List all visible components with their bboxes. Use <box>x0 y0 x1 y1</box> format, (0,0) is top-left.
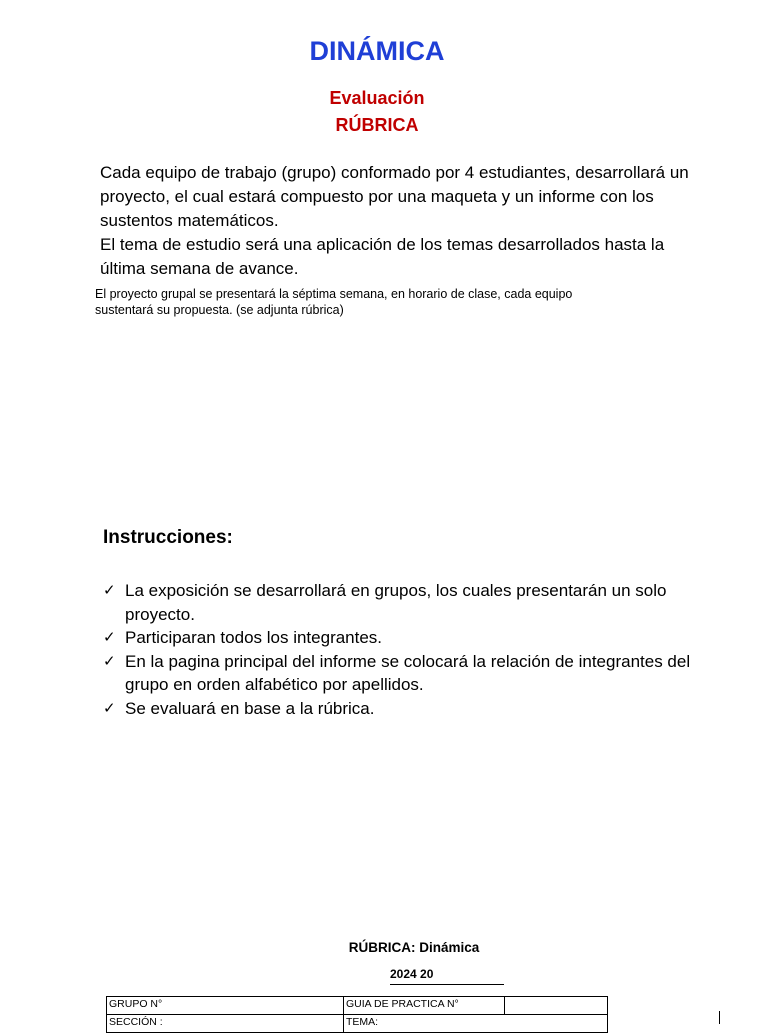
intro-text <box>100 161 700 281</box>
list-item <box>103 579 703 626</box>
check-mark-icon: ✓ <box>103 652 116 670</box>
list-item <box>103 626 703 650</box>
list-item <box>103 697 703 721</box>
table-row <box>107 997 608 1015</box>
list-item-text: La exposición se desarrollará en grupos, los cuales presentarán un solo proyecto. <box>125 581 667 624</box>
group-number-cell: GRUPO N° <box>107 997 344 1015</box>
period-value: 2024 20 <box>390 967 434 981</box>
intro-paragraph-1: Cada equipo de trabajo (grupo) conformado por 4 estudiantes, desarrollará un proyecto, el cual estará compuesto por una maqueta y un informe con los sustentos matemáticos. <box>100 163 689 230</box>
period-field <box>390 967 504 985</box>
evaluation-subtitle: Evaluación <box>329 88 425 108</box>
list-item-text: En la pagina principal del informe se colocará la relación de integrantes del grupo en orden alfabético por apellidos. <box>125 651 691 694</box>
check-mark-icon: ✓ <box>103 582 116 599</box>
group-info-table <box>106 996 608 1033</box>
section-cell: SECCIÓN : <box>107 1015 344 1033</box>
list-item <box>103 650 703 697</box>
divider <box>719 1011 720 1024</box>
topic-label: TEMA: <box>346 1016 379 1028</box>
page-title: DINÁMICA <box>309 36 445 66</box>
presentation-note: El proyecto grupal se presentará la séptima semana, en horario de clase, cada equipo sustentará su propuesta. (se adjunta rúbrica) <box>95 287 573 317</box>
practice-guide-cell: GUIA DE PRACTICA N° <box>344 997 505 1015</box>
empty-cell <box>505 997 608 1015</box>
rubric-subtitle: RÚBRICA <box>335 115 419 135</box>
instructions-list <box>103 579 703 720</box>
check-mark-icon: ✓ <box>103 629 116 646</box>
intro-paragraph-2: El tema de estudio será una aplicación de los temas desarrollados hasta la última semana de avance. <box>100 235 665 278</box>
rubric-title: RÚBRICA: Dinámica <box>348 940 480 955</box>
list-item-text: Se evaluará en base a la rúbrica. <box>125 698 375 718</box>
check-mark-icon: ✓ <box>103 699 116 717</box>
list-item-text: Participaran todos los integrantes. <box>125 628 383 647</box>
instructions-heading: Instrucciones: <box>103 527 233 548</box>
